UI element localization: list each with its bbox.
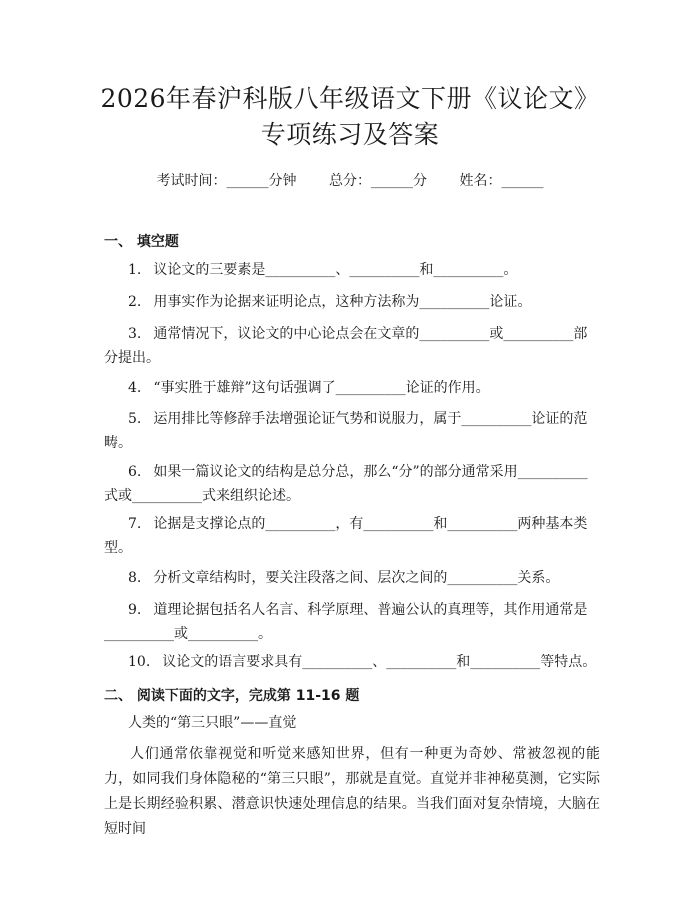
document-title-line-1: 2026年春沪科版八年级语文下册《议论文》 <box>100 84 600 113</box>
exam-score-field: 总分：______分 <box>329 173 427 189</box>
question-item <box>104 290 599 314</box>
section-heading-fill-in: 一、 填空题 <box>104 234 179 250</box>
question-item <box>104 322 599 370</box>
question-number: 5. <box>128 411 142 427</box>
question-number: 6. <box>128 464 142 480</box>
passage-title: 人类的“第三只眼”——直觉 <box>128 715 297 731</box>
question-text: 分析文章结构时，要关注段落之间、层次之间的__________关系。 <box>153 570 560 586</box>
section-heading-reading: 二、 阅读下面的文字，完成第 11-16 题 <box>104 688 360 704</box>
question-item <box>104 407 599 455</box>
passage-body: 人们通常依靠视觉和听觉来感知世界，但有一种更为奇妙、常被忽视的能力，如同我们身体隐秘的“第三只眼”，那就是直觉。直觉并非神秘莫测，它实际上是长期经验积累、潜意识快速处理信息的结果。当我们面对复杂情境，大脑在短时间 <box>104 746 600 837</box>
question-text: 论据是支撑论点的__________，有__________和__________两种基本类型。 <box>104 516 588 556</box>
question-item <box>104 376 599 400</box>
question-number: 1. <box>128 262 142 278</box>
question-text: 道理论据包括名人名言、科学原理、普遍公认的真理等，其作用通常是__________或__________。 <box>104 602 588 642</box>
question-item <box>104 566 599 590</box>
question-number: 7. <box>128 516 142 532</box>
question-item <box>104 512 599 560</box>
question-number: 3. <box>128 326 142 342</box>
question-number: 9. <box>128 602 142 618</box>
exam-name-field: 姓名：______ <box>459 173 544 189</box>
question-text: 议论文的语言要求具有__________、__________和__________等特点。 <box>162 654 597 670</box>
document-title-line-2: 专项练习及答案 <box>260 120 440 149</box>
question-text: 用事实作为论据来证明论点，这种方法称为__________论证。 <box>153 294 532 310</box>
question-item <box>104 258 599 282</box>
question-text: 运用排比等修辞手法增强论证气势和说服力，属于__________论证的范畴。 <box>104 411 588 451</box>
question-text: 议论文的三要素是__________、__________和__________。 <box>153 262 518 278</box>
question-item <box>104 460 599 508</box>
question-text: “事实胜于雄辩”这句话强调了__________论证的作用。 <box>153 380 490 396</box>
exam-info <box>0 170 700 190</box>
question-text: 通常情况下，议论文的中心论点会在文章的__________或__________部分提出。 <box>104 326 588 366</box>
question-number: 2. <box>128 294 142 310</box>
question-number: 4. <box>128 380 142 396</box>
question-number: 10. <box>128 654 151 670</box>
question-text: 如果一篇议论文的结构是总分总，那么“分”的部分通常采用__________式或__________式来组织论述。 <box>104 464 588 504</box>
question-item <box>104 650 599 674</box>
exam-time-field: 考试时间：______分钟 <box>156 173 297 189</box>
question-number: 8. <box>128 570 142 586</box>
question-item <box>104 598 599 646</box>
